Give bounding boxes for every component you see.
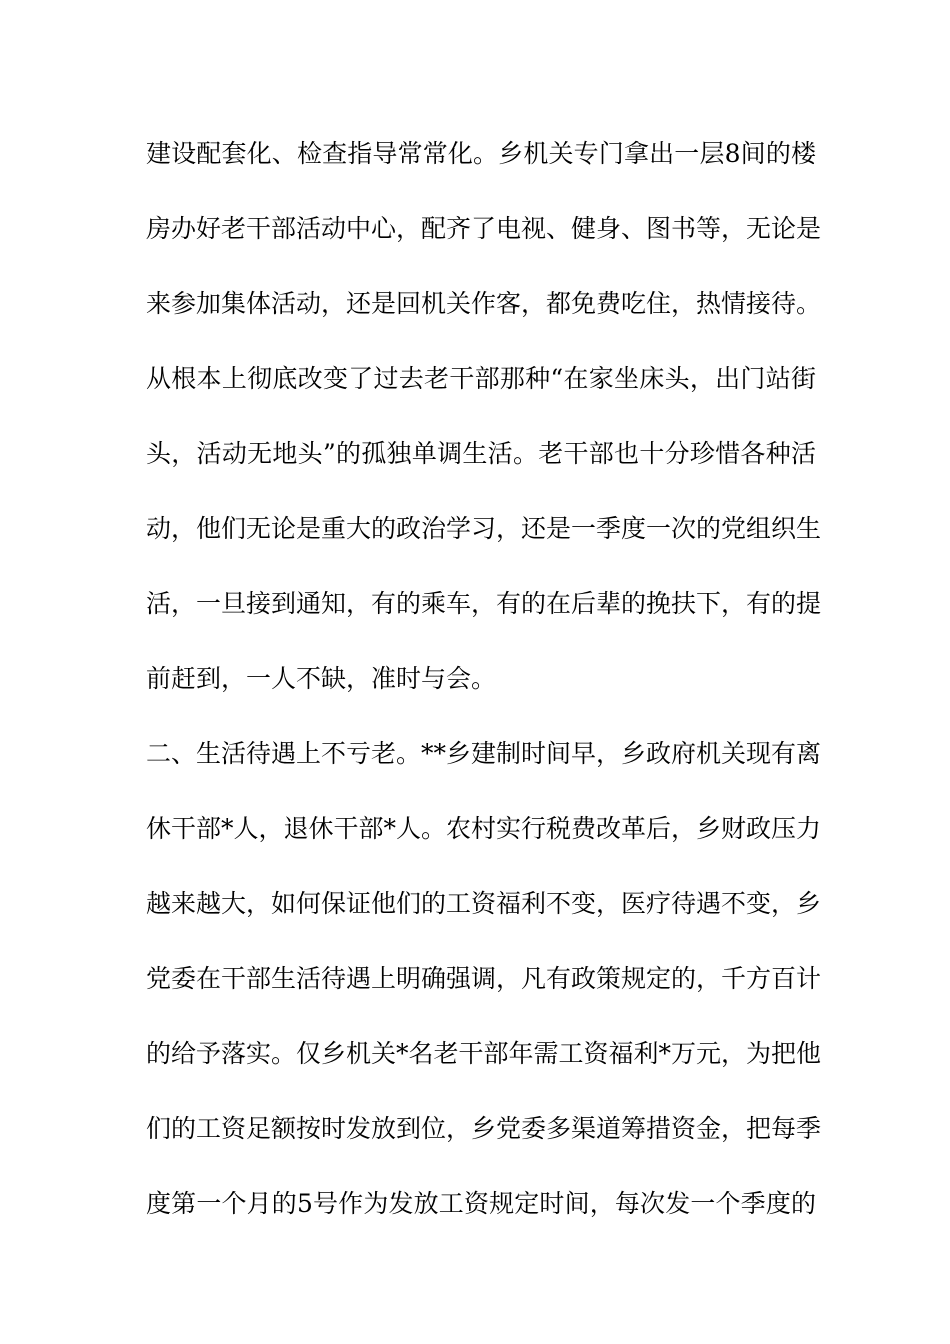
text-line: 头，活动无地头”的孤独单调生活。老干部也十分珍惜各种活 — [146, 439, 816, 468]
text-line: 休干部*人，退休干部*人。农村实行税费改革后，乡财政压力 — [146, 814, 822, 843]
text-line: 们的工资足额按时发放到位，乡党委多渠道筹措资金，把每季 — [146, 1114, 822, 1143]
text-line: 度第一个月的5号作为发放工资规定时间，每次发一个季度的 — [146, 1189, 816, 1218]
section-heading-line: 二、生活待遇上不亏老。**乡建制时间早，乡政府机关现有离 — [146, 739, 822, 768]
text-line: 房办好老干部活动中心，配齐了电视、健身、图书等，无论是 — [146, 214, 822, 243]
text-line: 建设配套化、检查指导常常化。乡机关专门拿出一层8间的楼 — [146, 139, 816, 168]
text-line: 来参加集体活动，还是回机关作客，都免费吃住，热情接待。 — [146, 289, 822, 318]
text-line: 动，他们无论是重大的政治学习，还是一季度一次的党组织生 — [146, 514, 822, 543]
body-text — [146, 132, 822, 1257]
text-line: 活，一旦接到通知，有的乘车，有的在后辈的挽扶下，有的提 — [146, 589, 822, 618]
paragraph-end-line: 前赶到，一人不缺，准时与会。 — [146, 664, 497, 693]
text-line: 党委在干部生活待遇上明确强调，凡有政策规定的，千方百计 — [146, 964, 822, 993]
text-line: 越来越大，如何保证他们的工资福利不变，医疗待遇不变，乡 — [146, 889, 822, 918]
text-line: 从根本上彻底改变了过去老干部那种“在家坐床头，出门站街 — [146, 364, 816, 393]
text-line: 的给予落实。仅乡机关*名老干部年需工资福利*万元，为把他 — [146, 1039, 822, 1068]
